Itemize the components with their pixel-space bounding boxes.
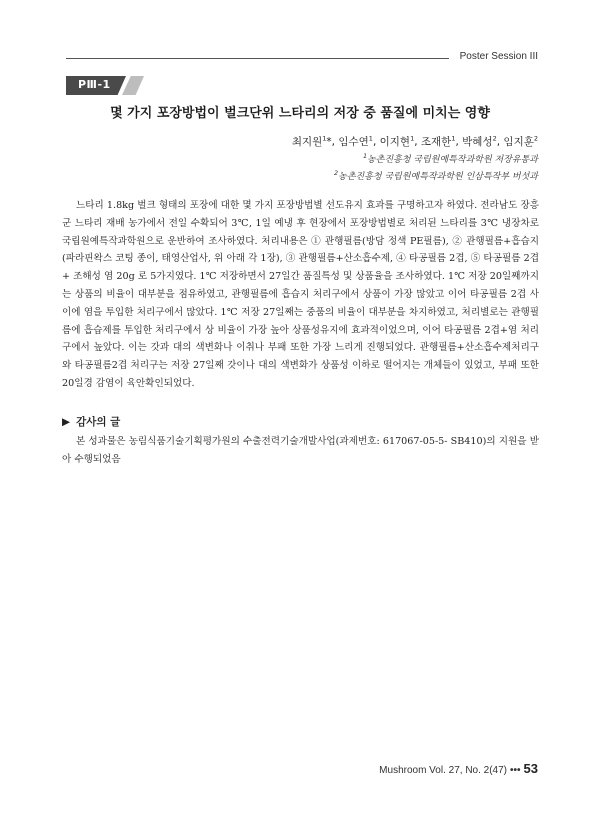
paper-title: 몇 가지 포장방법이 벌크단위 느타리의 저장 중 품질에 미치는 영향 <box>110 106 490 121</box>
affiliation-1 <box>363 152 538 165</box>
corresponding-author-mark: * <box>326 136 332 148</box>
session-id: PⅢ-1 <box>78 78 111 91</box>
triangle-bullet-icon: ▶ <box>62 416 71 428</box>
author-affiliation-mark: 2 <box>533 134 538 143</box>
author-name: 이지현 <box>379 136 411 148</box>
session-id-badge-accent <box>122 76 144 95</box>
page-footer <box>379 761 538 776</box>
footer-dots: ••• <box>510 765 521 776</box>
page-number: 53 <box>523 761 538 776</box>
abstract-paragraph: 느타리 1.8kg 벌크 형태의 포장에 대한 몇 가지 포장방법별 선도유지 효과를 구명하고자 하였다. 전라남도 장흥군 느타리 재배 농가에서 전일 수확되어 3℃, 1일 예냉 후 현장에서 포장방법별로 처리된 느타리를 3℃ 냉장차로 국립원예특작과학원으로 운반하여 조사하였다. 처리내용은 ① 관행필름(방담 정색 PE필름), ② 관행필름+흡습지(파라핀왁스 코팅 종이, 태영산업사, 위 아래 각 1장), ③ 관행필름+산소흡수제, ④ 타공필름 2겹, ⑤ 타공필름 2겹 + 조해성 염 20g 로 5가지였다. 1℃ 저장하면서 27일간 품질특성 및 상품율을 조사하였다. 1℃ 저장 20일째까지는 상품의 비율이 대부분을 점유하였고, 관행필름에 흡습지 처리구에서 상품이 가장 많았고 이어 타공필름 2겹 사이에 염을 투입한 처리구에서 많았다. 1℃ 저장 27일째는 중품의 비율이 대부분을 차지하였고, 처리별로는 관행필름에 흡습제를 투입한 처리구에서 상 비율이 가장 높아 상품성유지에 효과적이었으며, 이어 타공필름 2겹+염 처리구에서 높았다. 이는 갓과 대의 색변화나 이취나 부패 또한 가장 느리게 진행되었다. 관행필름+산소흡수제처리구와 타공필름2겹 처리구는 저장 27일째 갓이나 대의 색변화가 상품성 이하로 떨어지는 개체들이 있었고, 부패 또한 20일경 감염이 육안확인되었다. <box>62 200 539 389</box>
acknowledgment-heading-text: 감사의 글 <box>76 416 121 428</box>
author-list: 최지원$^1$*, 임수연$^1$, 이지현$^1$, 조재한$^1$, 박혜성$^2$, 임지훈$^2$ <box>291 134 538 148</box>
author-name: 조재한 <box>420 136 452 148</box>
affiliation-2 <box>334 169 538 182</box>
header-rule <box>66 58 449 59</box>
author-affiliation-mark: 1 <box>451 134 456 143</box>
affiliation-mark: 1 <box>362 152 368 160</box>
journal-citation: Mushroom Vol. 27, No. 2(47) <box>379 765 508 776</box>
author-name: 최지원 <box>291 136 323 148</box>
acknowledgment-heading <box>62 414 120 429</box>
author-affiliation-mark: 2 <box>492 134 497 143</box>
affiliation-text: 농촌진흥청 국립원예특작과학원 인삼특작부 버섯과 <box>338 172 538 182</box>
author-name: 임지훈 <box>503 136 534 148</box>
author-affiliation-mark: 1 <box>410 134 415 143</box>
session-header-label: Poster Session III <box>459 51 538 62</box>
affiliation-mark: 2 <box>334 169 339 177</box>
session-id-badge <box>66 76 144 95</box>
acknowledgment-paragraph: 본 성과물은 농림식품기술기획평가원의 수출전력기술개발사업(과제번호: 617067-05-5- SB410)의 지원을 받아 수행되었음 <box>62 436 539 465</box>
author-name: 임수연 <box>338 136 369 148</box>
author-affiliation-mark: 1 <box>368 134 373 143</box>
affiliation-text: 농촌진흥청 국립원예특작과학원 저장유통과 <box>367 155 538 165</box>
author-affiliation-mark: 1 <box>322 134 327 143</box>
author-name: 박혜성 <box>462 136 493 148</box>
